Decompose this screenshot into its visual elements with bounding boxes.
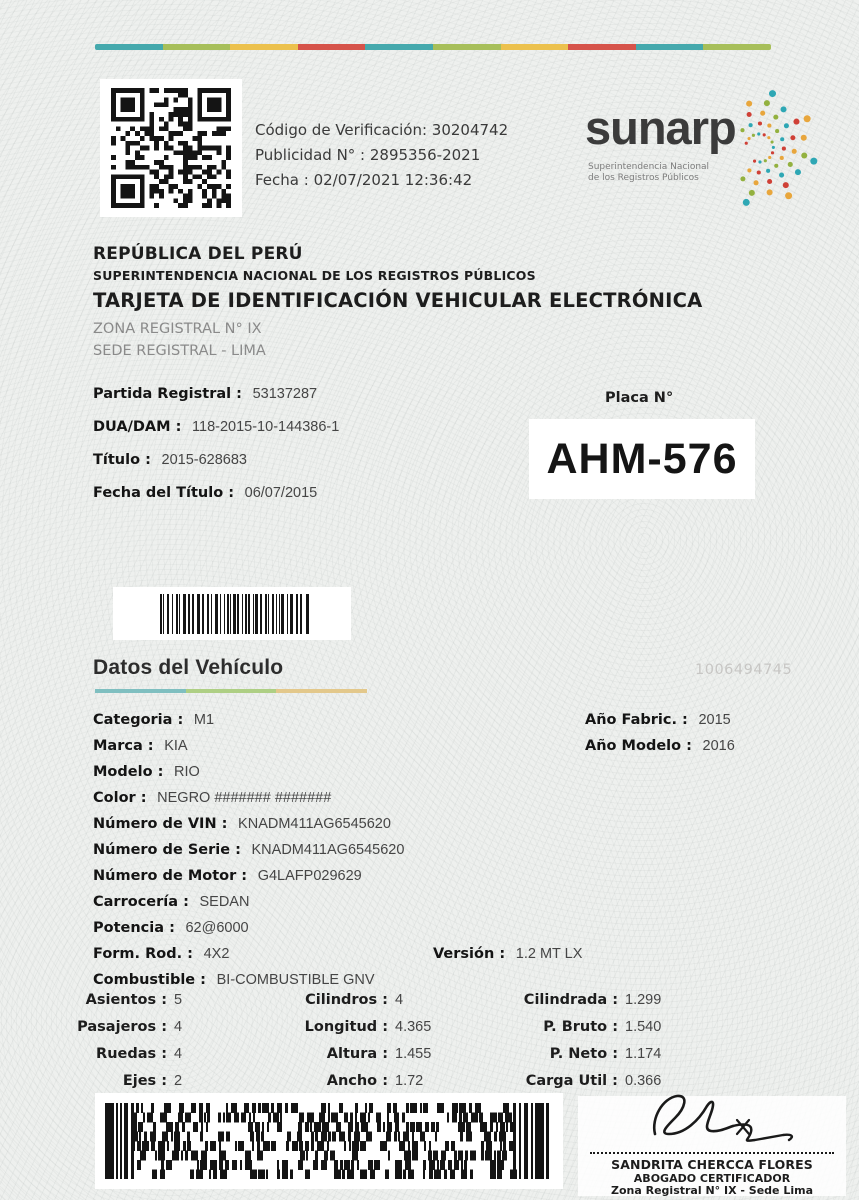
field-partida-registral: Partida Registral : 53137287 (93, 386, 318, 402)
vehicle-section-heading: Datos del Vehículo (93, 656, 284, 679)
registral-office: SEDE REGISTRAL - LIMA (93, 343, 266, 359)
field-ruedas: Ruedas : 4 (96, 1046, 183, 1062)
certifier-role: ABOGADO CERTIFICADOR (633, 1172, 791, 1185)
qr-code-icon (111, 88, 231, 208)
issue-date: Fecha : 02/07/2021 12:36:42 (255, 171, 473, 189)
signature-line (590, 1152, 834, 1154)
field-fecha-titulo: Fecha del Título : 06/07/2015 (93, 485, 318, 501)
decorative-color-stripe (95, 44, 771, 50)
certifier-office: Zona Registral N° IX - Sede Lima (611, 1184, 813, 1197)
plate-number-label: Placa N° (605, 390, 674, 406)
registration-fields (93, 384, 339, 516)
field-marca: Marca : KIA (93, 738, 188, 754)
field-ano-modelo: Año Modelo : 2016 (585, 738, 735, 754)
plate-number-value: AHM-576 (546, 434, 738, 483)
field-ejes: Ejes : 2 (122, 1073, 183, 1089)
field-p-neto: P. Neto : 1.174 (549, 1046, 662, 1062)
field-titulo: Título : 2015-628683 (93, 452, 247, 468)
certifier-name: SANDRITA CHERCCA FLORES (611, 1157, 813, 1172)
sunarp-logo-text: sunarp (585, 101, 736, 154)
field-cilindros: Cilindros : 4 (305, 992, 404, 1008)
sunarp-logo-tagline: Superintendencia Nacional de los Registros Públicos (588, 162, 710, 183)
field-ano-fabric: Año Fabric. : 2015 (585, 712, 731, 728)
field-numero-serie: Número de Serie : KNADM411AG6545620 (93, 842, 405, 858)
field-modelo: Modelo : RIO (93, 764, 200, 780)
certifier-signature-block (578, 1096, 846, 1196)
pdf417-barcode-icon (105, 1103, 553, 1179)
country-title: REPÚBLICA DEL PERÚ (93, 244, 303, 264)
document-title: TARJETA DE IDENTIFICACIÓN VEHICULAR ELECTRÓNICA (93, 289, 703, 312)
stats-column-3 (480, 990, 661, 1098)
field-numero-vin: Número de VIN : KNADM411AG6545620 (93, 816, 391, 832)
field-ancho: Ancho : 1.72 (326, 1073, 424, 1089)
registral-zone: ZONA REGISTRAL N° IX (93, 321, 262, 337)
field-numero-motor: Número de Motor : G4LAFP029629 (93, 868, 362, 884)
field-asientos: Asientos : 5 (85, 992, 183, 1008)
heading-underline (95, 689, 367, 693)
sunarp-logo (585, 82, 845, 207)
field-cilindrada: Cilindrada : 1.299 (523, 992, 662, 1008)
pdf417-barcode (95, 1093, 563, 1189)
title-block (93, 244, 702, 365)
sunarp-starburst-icon (737, 78, 857, 218)
institution-title: SUPERINTENDENCIA NACIONAL DE LOS REGISTROS PÚBLICOS (93, 268, 536, 283)
field-carga-util: Carga Util : 0.366 (525, 1073, 662, 1089)
field-dua-dam: DUA/DAM : 118-2015-10-144386-1 (93, 419, 340, 435)
publicity-number: Publicidad N° : 2895356-2021 (255, 146, 481, 164)
signature-icon (633, 1090, 808, 1152)
vehicle-fields-right (585, 710, 735, 762)
field-combustible: Combustible : BI-COMBUSTIBLE GNV (93, 972, 375, 988)
field-altura: Altura : 1.455 (326, 1046, 432, 1062)
linear-barcode-icon (160, 594, 310, 634)
stats-column-1 (75, 990, 182, 1098)
vehicle-fields (93, 710, 583, 996)
plate-number-box (529, 419, 755, 499)
field-color: Color : NEGRO ####### ####### (93, 790, 332, 806)
field-carroceria: Carrocería : SEDAN (93, 894, 250, 910)
field-categoria: Categoria : M1 (93, 712, 215, 728)
watermark-number: 1006494745 (695, 662, 793, 678)
verification-code: Código de Verificación: 30204742 (255, 121, 509, 139)
field-longitud: Longitud : 4.365 (304, 1019, 432, 1035)
field-pasajeros: Pasajeros : 4 (77, 1019, 183, 1035)
field-p-bruto: P. Bruto : 1.540 (543, 1019, 662, 1035)
field-form-rod: Form. Rod. : 4X2 Versión : 1.2 MT LX (93, 946, 583, 962)
linear-barcode (113, 587, 351, 640)
verification-block (255, 118, 508, 193)
field-version: Versión : 1.2 MT LX (433, 946, 583, 962)
qr-code (100, 79, 242, 217)
stats-column-2 (280, 990, 431, 1098)
field-potencia: Potencia : 62@6000 (93, 920, 249, 936)
